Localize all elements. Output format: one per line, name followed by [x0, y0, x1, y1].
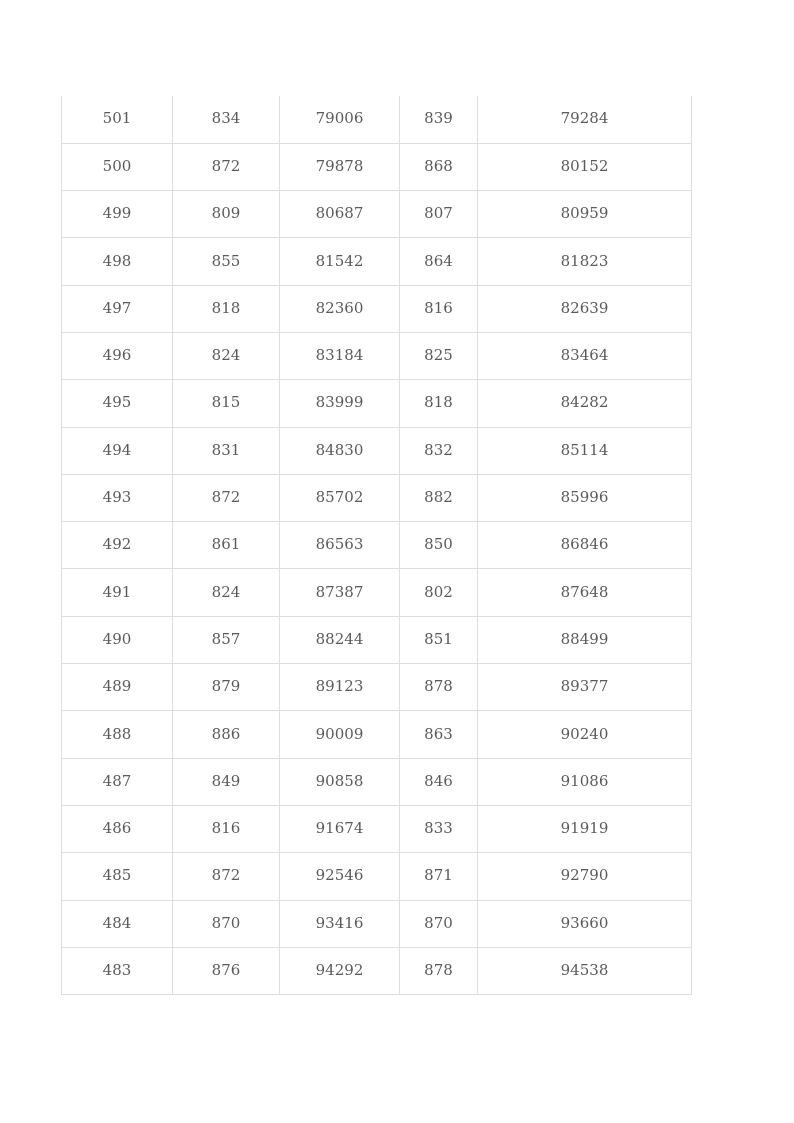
table-row — [62, 805, 692, 852]
col-2-cell: 876 — [173, 947, 280, 994]
col-1-cell: 489 — [62, 664, 173, 711]
table-row — [62, 616, 692, 663]
col-3-cell: 93416 — [280, 900, 400, 947]
col-2-cell: 872 — [173, 853, 280, 900]
col-2-cell: 824 — [173, 332, 280, 379]
col-1-cell: 484 — [62, 900, 173, 947]
col-5-cell: 88499 — [478, 616, 692, 663]
col-3-cell: 84830 — [280, 427, 400, 474]
col-2-cell: 861 — [173, 522, 280, 569]
table-row — [62, 332, 692, 379]
col-5-cell: 81823 — [478, 238, 692, 285]
table-row — [62, 474, 692, 521]
col-3-cell: 94292 — [280, 947, 400, 994]
col-2-cell: 855 — [173, 238, 280, 285]
col-3-cell: 87387 — [280, 569, 400, 616]
col-2-cell: 849 — [173, 758, 280, 805]
col-5-cell: 91919 — [478, 805, 692, 852]
col-5-cell: 82639 — [478, 285, 692, 332]
col-2-cell: 809 — [173, 191, 280, 238]
col-1-cell: 487 — [62, 758, 173, 805]
table-row — [62, 96, 692, 143]
col-3-cell: 83999 — [280, 380, 400, 427]
col-1-cell: 493 — [62, 474, 173, 521]
col-1-cell: 486 — [62, 805, 173, 852]
table-row — [62, 285, 692, 332]
col-1-cell: 497 — [62, 285, 173, 332]
col-4-cell: 802 — [400, 569, 478, 616]
col-2-cell: 870 — [173, 900, 280, 947]
col-5-cell: 83464 — [478, 332, 692, 379]
col-4-cell: 833 — [400, 805, 478, 852]
col-1-cell: 483 — [62, 947, 173, 994]
col-2-cell: 879 — [173, 664, 280, 711]
col-1-cell: 490 — [62, 616, 173, 663]
col-4-cell: 863 — [400, 711, 478, 758]
table-row — [62, 191, 692, 238]
table-row — [62, 380, 692, 427]
col-4-cell: 818 — [400, 380, 478, 427]
col-2-cell: 872 — [173, 143, 280, 190]
col-4-cell: 882 — [400, 474, 478, 521]
col-2-cell: 886 — [173, 711, 280, 758]
col-5-cell: 87648 — [478, 569, 692, 616]
col-3-cell: 82360 — [280, 285, 400, 332]
col-1-cell: 500 — [62, 143, 173, 190]
col-4-cell: 807 — [400, 191, 478, 238]
col-3-cell: 86563 — [280, 522, 400, 569]
col-3-cell: 79878 — [280, 143, 400, 190]
col-4-cell: 870 — [400, 900, 478, 947]
col-5-cell: 94538 — [478, 947, 692, 994]
col-3-cell: 88244 — [280, 616, 400, 663]
col-1-cell: 494 — [62, 427, 173, 474]
col-1-cell: 492 — [62, 522, 173, 569]
col-4-cell: 850 — [400, 522, 478, 569]
col-1-cell: 495 — [62, 380, 173, 427]
col-1-cell: 491 — [62, 569, 173, 616]
col-5-cell: 85114 — [478, 427, 692, 474]
col-3-cell: 90858 — [280, 758, 400, 805]
col-5-cell: 89377 — [478, 664, 692, 711]
col-5-cell: 92790 — [478, 853, 692, 900]
table-row — [62, 143, 692, 190]
col-4-cell: 864 — [400, 238, 478, 285]
col-5-cell: 91086 — [478, 758, 692, 805]
table-row — [62, 238, 692, 285]
table-row — [62, 427, 692, 474]
col-2-cell: 834 — [173, 96, 280, 143]
score-table — [61, 96, 692, 995]
col-5-cell: 80959 — [478, 191, 692, 238]
col-4-cell: 871 — [400, 853, 478, 900]
col-3-cell: 81542 — [280, 238, 400, 285]
col-4-cell: 878 — [400, 947, 478, 994]
col-5-cell: 79284 — [478, 96, 692, 143]
col-3-cell: 79006 — [280, 96, 400, 143]
col-3-cell: 89123 — [280, 664, 400, 711]
table-row — [62, 947, 692, 994]
col-4-cell: 816 — [400, 285, 478, 332]
col-4-cell: 878 — [400, 664, 478, 711]
table-row — [62, 664, 692, 711]
col-3-cell: 83184 — [280, 332, 400, 379]
col-2-cell: 816 — [173, 805, 280, 852]
col-1-cell: 496 — [62, 332, 173, 379]
col-2-cell: 824 — [173, 569, 280, 616]
col-2-cell: 872 — [173, 474, 280, 521]
col-5-cell: 86846 — [478, 522, 692, 569]
col-1-cell: 498 — [62, 238, 173, 285]
col-4-cell: 832 — [400, 427, 478, 474]
col-5-cell: 84282 — [478, 380, 692, 427]
table-row — [62, 569, 692, 616]
col-5-cell: 93660 — [478, 900, 692, 947]
table-row — [62, 522, 692, 569]
col-2-cell: 818 — [173, 285, 280, 332]
col-1-cell: 485 — [62, 853, 173, 900]
table-row — [62, 853, 692, 900]
col-5-cell: 80152 — [478, 143, 692, 190]
col-4-cell: 839 — [400, 96, 478, 143]
score-table-body — [62, 96, 692, 995]
col-1-cell: 499 — [62, 191, 173, 238]
col-3-cell: 91674 — [280, 805, 400, 852]
table-row — [62, 758, 692, 805]
col-1-cell: 501 — [62, 96, 173, 143]
col-3-cell: 92546 — [280, 853, 400, 900]
col-4-cell: 825 — [400, 332, 478, 379]
col-3-cell: 90009 — [280, 711, 400, 758]
col-5-cell: 90240 — [478, 711, 692, 758]
col-2-cell: 857 — [173, 616, 280, 663]
col-5-cell: 85996 — [478, 474, 692, 521]
table-row — [62, 711, 692, 758]
col-4-cell: 868 — [400, 143, 478, 190]
col-2-cell: 831 — [173, 427, 280, 474]
col-3-cell: 80687 — [280, 191, 400, 238]
col-1-cell: 488 — [62, 711, 173, 758]
col-4-cell: 846 — [400, 758, 478, 805]
col-2-cell: 815 — [173, 380, 280, 427]
table-row — [62, 900, 692, 947]
col-4-cell: 851 — [400, 616, 478, 663]
col-3-cell: 85702 — [280, 474, 400, 521]
